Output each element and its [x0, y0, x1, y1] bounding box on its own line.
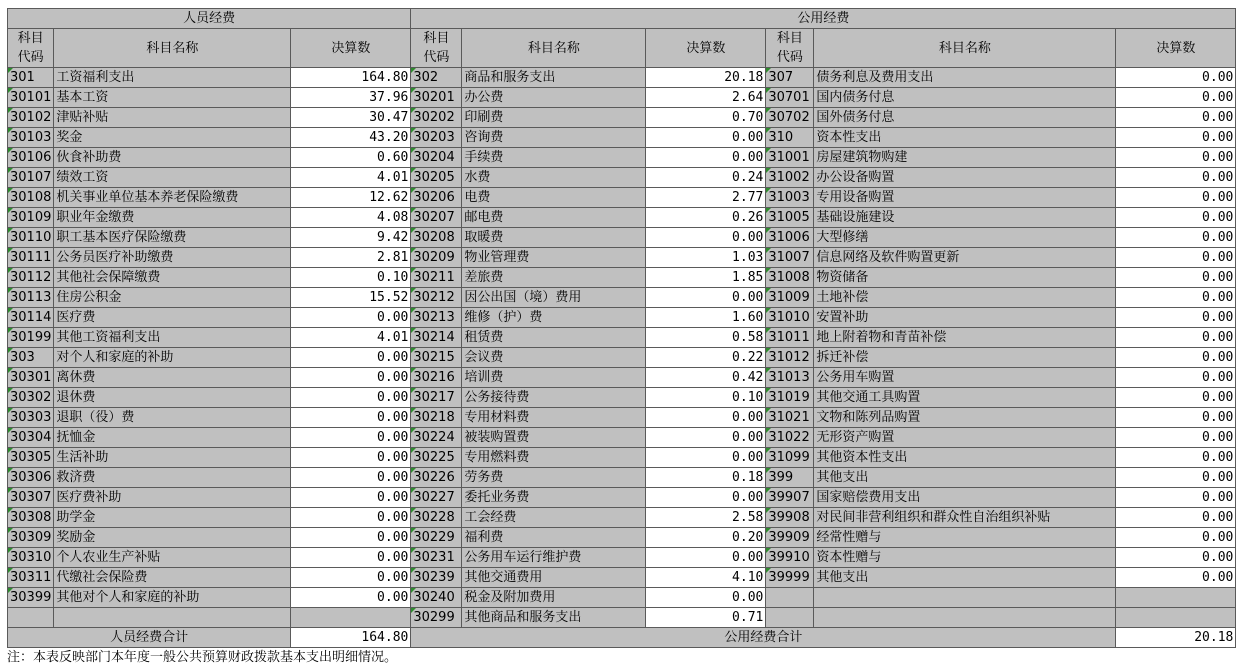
public-b-amount-cell: 0.00 [1116, 388, 1236, 408]
public-a-name-cell: 物业管理费 [462, 248, 646, 268]
personnel-name-cell: 其他对个人和家庭的补助 [54, 588, 291, 608]
table-row [8, 308, 1236, 328]
personnel-name-cell: 基本工资 [54, 88, 291, 108]
public-a-name-cell: 租赁费 [462, 328, 646, 348]
personnel-name-cell: 退职（役）费 [54, 408, 291, 428]
public-b-code-cell: 31006 [766, 228, 814, 248]
public-b-amount-cell: 0.00 [1116, 368, 1236, 388]
expenditure-table [7, 8, 1236, 648]
public-a-amount-cell: 0.42 [646, 368, 766, 388]
table-row [8, 168, 1236, 188]
public-a-name-cell: 税金及附加费用 [462, 588, 646, 608]
public-a-amount-cell: 0.00 [646, 408, 766, 428]
public-a-code-cell: 30205 [411, 168, 462, 188]
personnel-name-cell: 医疗费补助 [54, 488, 291, 508]
public-a-code-cell: 30206 [411, 188, 462, 208]
public-b-code-cell: 39910 [766, 548, 814, 568]
public-a-code-cell: 30203 [411, 128, 462, 148]
public-b-code-cell: 31099 [766, 448, 814, 468]
personnel-amount-cell: 0.00 [291, 308, 411, 328]
public-a-code-cell: 30240 [411, 588, 462, 608]
public-a-code-cell: 30229 [411, 528, 462, 548]
personnel-code-cell: 30109 [8, 208, 54, 228]
personnel-code-cell: 30112 [8, 268, 54, 288]
public-a-name-cell: 委托业务费 [462, 488, 646, 508]
public-b-amount-cell: 0.00 [1116, 408, 1236, 428]
public-b-amount-cell: 0.00 [1116, 488, 1236, 508]
personnel-name-cell: 公务员医疗补助缴费 [54, 248, 291, 268]
table-row [8, 488, 1236, 508]
public-a-code-cell: 302 [411, 68, 462, 88]
table-row [8, 248, 1236, 268]
table-row [8, 288, 1236, 308]
public-total-amount: 20.18 [1116, 628, 1236, 648]
public-b-name-cell: 房屋建筑物购建 [814, 148, 1116, 168]
public-a-code-cell: 30201 [411, 88, 462, 108]
name-header: 科目名称 [54, 29, 291, 68]
public-a-code-cell: 30227 [411, 488, 462, 508]
personnel-name-cell: 其他社会保障缴费 [54, 268, 291, 288]
public-b-name-cell: 债务利息及费用支出 [814, 68, 1116, 88]
public-a-name-cell: 商品和服务支出 [462, 68, 646, 88]
public-b-name-cell: 办公设备购置 [814, 168, 1116, 188]
personnel-amount-cell: 0.00 [291, 388, 411, 408]
public-b-name-cell: 国内债务付息 [814, 88, 1116, 108]
public-a-name-cell: 因公出国（境）费用 [462, 288, 646, 308]
personnel-header: 人员经费 [8, 9, 411, 29]
public-a-code-cell: 30214 [411, 328, 462, 348]
public-b-name-cell: 专用设备购置 [814, 188, 1116, 208]
public-total-label: 公用经费合计 [411, 628, 1116, 648]
personnel-code-cell: 30106 [8, 148, 54, 168]
public-a-code-cell: 30217 [411, 388, 462, 408]
public-b-name-cell: 物资储备 [814, 268, 1116, 288]
public-b-empty-cell [814, 588, 1116, 608]
public-b-name-cell: 其他支出 [814, 468, 1116, 488]
personnel-name-cell: 住房公积金 [54, 288, 291, 308]
public-a-amount-cell: 0.00 [646, 448, 766, 468]
public-b-amount-cell: 0.00 [1116, 328, 1236, 348]
public-a-name-cell: 取暖费 [462, 228, 646, 248]
name-header: 科目名称 [814, 29, 1116, 68]
table-row [8, 428, 1236, 448]
public-b-amount-cell: 0.00 [1116, 128, 1236, 148]
public-b-amount-cell: 0.00 [1116, 148, 1236, 168]
public-b-amount-cell: 0.00 [1116, 308, 1236, 328]
public-b-name-cell: 经常性赠与 [814, 528, 1116, 548]
personnel-code-cell: 30304 [8, 428, 54, 448]
personnel-code-cell: 30311 [8, 568, 54, 588]
public-b-code-cell: 31002 [766, 168, 814, 188]
public-a-name-cell: 会议费 [462, 348, 646, 368]
public-b-empty-cell [1116, 608, 1236, 628]
public-b-empty-cell [814, 608, 1116, 628]
amount-header: 决算数 [291, 29, 411, 68]
public-b-amount-cell: 0.00 [1116, 348, 1236, 368]
personnel-code-cell: 30111 [8, 248, 54, 268]
table-row [8, 128, 1236, 148]
public-a-name-cell: 电费 [462, 188, 646, 208]
table-row [8, 148, 1236, 168]
public-b-amount-cell: 0.00 [1116, 208, 1236, 228]
public-b-name-cell: 其他支出 [814, 568, 1116, 588]
public-a-code-cell: 30225 [411, 448, 462, 468]
public-b-code-cell: 39908 [766, 508, 814, 528]
table-row [8, 348, 1236, 368]
personnel-amount-cell: 0.00 [291, 528, 411, 548]
personnel-code-cell: 30114 [8, 308, 54, 328]
table-row [8, 268, 1236, 288]
amount-header: 决算数 [1116, 29, 1236, 68]
personnel-code-cell: 30305 [8, 448, 54, 468]
public-a-name-cell: 水费 [462, 168, 646, 188]
public-a-name-cell: 公务用车运行维护费 [462, 548, 646, 568]
name-header: 科目名称 [462, 29, 646, 68]
public-b-amount-cell: 0.00 [1116, 288, 1236, 308]
table-row [8, 588, 1236, 608]
public-a-amount-cell: 0.00 [646, 148, 766, 168]
table-row [8, 328, 1236, 348]
public-a-amount-cell: 4.10 [646, 568, 766, 588]
public-a-amount-cell: 2.58 [646, 508, 766, 528]
personnel-amount-cell: 0.10 [291, 268, 411, 288]
table-row [8, 388, 1236, 408]
public-b-code-cell: 30701 [766, 88, 814, 108]
public-a-code-cell: 30228 [411, 508, 462, 528]
amount-header: 决算数 [646, 29, 766, 68]
personnel-amount-cell: 30.47 [291, 108, 411, 128]
personnel-code-cell: 30308 [8, 508, 54, 528]
public-a-name-cell: 劳务费 [462, 468, 646, 488]
personnel-name-cell: 绩效工资 [54, 168, 291, 188]
public-b-amount-cell: 0.00 [1116, 568, 1236, 588]
personnel-code-cell: 30110 [8, 228, 54, 248]
public-a-amount-cell: 0.18 [646, 468, 766, 488]
public-a-code-cell: 30212 [411, 288, 462, 308]
personnel-amount-cell: 164.80 [291, 68, 411, 88]
public-a-name-cell: 维修（护）费 [462, 308, 646, 328]
personnel-name-cell: 代缴社会保险费 [54, 568, 291, 588]
public-b-code-cell: 39909 [766, 528, 814, 548]
public-b-name-cell: 对民间非营利组织和群众性自治组织补贴 [814, 508, 1116, 528]
personnel-name-cell: 职工基本医疗保险缴费 [54, 228, 291, 248]
personnel-name-cell: 奖金 [54, 128, 291, 148]
public-a-code-cell: 30218 [411, 408, 462, 428]
public-a-amount-cell: 0.00 [646, 428, 766, 448]
table-row [8, 208, 1236, 228]
personnel-name-cell: 抚恤金 [54, 428, 291, 448]
public-b-code-cell: 31009 [766, 288, 814, 308]
public-a-name-cell: 其他交通费用 [462, 568, 646, 588]
personnel-name-cell: 退休费 [54, 388, 291, 408]
public-b-amount-cell: 0.00 [1116, 528, 1236, 548]
personnel-name-cell: 工资福利支出 [54, 68, 291, 88]
public-a-amount-cell: 0.00 [646, 588, 766, 608]
public-a-amount-cell: 0.00 [646, 128, 766, 148]
public-b-name-cell: 资本性赠与 [814, 548, 1116, 568]
personnel-amount-cell: 4.01 [291, 168, 411, 188]
personnel-code-cell: 30310 [8, 548, 54, 568]
public-b-name-cell: 大型修缮 [814, 228, 1116, 248]
personnel-amount-cell: 0.00 [291, 428, 411, 448]
public-a-name-cell: 差旅费 [462, 268, 646, 288]
public-b-code-cell: 39999 [766, 568, 814, 588]
personnel-code-cell: 30303 [8, 408, 54, 428]
public-a-code-cell: 30239 [411, 568, 462, 588]
public-a-name-cell: 工会经费 [462, 508, 646, 528]
personnel-amount-cell: 0.00 [291, 368, 411, 388]
public-b-code-cell: 399 [766, 468, 814, 488]
public-a-amount-cell: 0.58 [646, 328, 766, 348]
personnel-total-amount: 164.80 [291, 628, 411, 648]
public-b-empty-cell [766, 588, 814, 608]
public-b-empty-cell [1116, 588, 1236, 608]
public-b-name-cell: 其他资本性支出 [814, 448, 1116, 468]
public-b-code-cell: 307 [766, 68, 814, 88]
personnel-amount-cell: 0.00 [291, 508, 411, 528]
public-a-amount-cell: 0.00 [646, 228, 766, 248]
public-b-name-cell: 无形资产购置 [814, 428, 1116, 448]
personnel-name-cell: 生活补助 [54, 448, 291, 468]
personnel-code-cell: 30107 [8, 168, 54, 188]
table-row [8, 528, 1236, 548]
public-a-name-cell: 邮电费 [462, 208, 646, 228]
public-a-code-cell: 30208 [411, 228, 462, 248]
public-b-amount-cell: 0.00 [1116, 188, 1236, 208]
public-b-amount-cell: 0.00 [1116, 428, 1236, 448]
public-b-name-cell: 信息网络及软件购置更新 [814, 248, 1116, 268]
public-a-code-cell: 30202 [411, 108, 462, 128]
table-row [8, 228, 1236, 248]
public-b-code-cell: 39907 [766, 488, 814, 508]
public-a-name-cell: 被装购置费 [462, 428, 646, 448]
personnel-code-cell: 30108 [8, 188, 54, 208]
public-b-name-cell: 资本性支出 [814, 128, 1116, 148]
table-row [8, 508, 1236, 528]
table-row [8, 548, 1236, 568]
table-row [8, 368, 1236, 388]
personnel-empty-cell [291, 608, 411, 628]
public-a-code-cell: 30204 [411, 148, 462, 168]
public-b-code-cell: 31007 [766, 248, 814, 268]
personnel-amount-cell: 9.42 [291, 228, 411, 248]
public-a-name-cell: 培训费 [462, 368, 646, 388]
public-b-amount-cell: 0.00 [1116, 508, 1236, 528]
public-a-code-cell: 30216 [411, 368, 462, 388]
personnel-code-cell: 30399 [8, 588, 54, 608]
public-a-amount-cell: 0.10 [646, 388, 766, 408]
public-b-name-cell: 国家赔偿费用支出 [814, 488, 1116, 508]
public-b-amount-cell: 0.00 [1116, 448, 1236, 468]
public-a-code-cell: 30215 [411, 348, 462, 368]
personnel-total-label: 人员经费合计 [8, 628, 291, 648]
personnel-amount-cell: 4.08 [291, 208, 411, 228]
public-a-code-cell: 30299 [411, 608, 462, 628]
personnel-name-cell: 个人农业生产补贴 [54, 548, 291, 568]
personnel-name-cell: 机关事业单位基本养老保险缴费 [54, 188, 291, 208]
public-b-name-cell: 土地补偿 [814, 288, 1116, 308]
public-b-code-cell: 31001 [766, 148, 814, 168]
personnel-code-cell: 30301 [8, 368, 54, 388]
public-b-code-cell: 31013 [766, 368, 814, 388]
public-b-name-cell: 拆迁补偿 [814, 348, 1116, 368]
personnel-code-cell: 303 [8, 348, 54, 368]
personnel-code-cell: 30103 [8, 128, 54, 148]
public-b-amount-cell: 0.00 [1116, 468, 1236, 488]
code-header: 科目 代码 [8, 29, 54, 68]
public-b-amount-cell: 0.00 [1116, 88, 1236, 108]
public-b-code-cell: 31019 [766, 388, 814, 408]
personnel-amount-cell: 0.00 [291, 348, 411, 368]
public-b-amount-cell: 0.00 [1116, 228, 1236, 248]
public-b-code-cell: 31021 [766, 408, 814, 428]
personnel-name-cell: 职业年金缴费 [54, 208, 291, 228]
table-row [8, 568, 1236, 588]
public-a-amount-cell: 0.00 [646, 488, 766, 508]
personnel-amount-cell: 0.00 [291, 588, 411, 608]
public-b-code-cell: 31003 [766, 188, 814, 208]
public-a-amount-cell: 0.00 [646, 288, 766, 308]
public-a-amount-cell: 1.03 [646, 248, 766, 268]
table-row [8, 448, 1236, 468]
personnel-code-cell: 30309 [8, 528, 54, 548]
public-b-code-cell: 31011 [766, 328, 814, 348]
personnel-code-cell: 30102 [8, 108, 54, 128]
public-b-code-cell: 31010 [766, 308, 814, 328]
public-b-name-cell: 基础设施建设 [814, 208, 1116, 228]
public-a-name-cell: 福利费 [462, 528, 646, 548]
personnel-amount-cell: 0.00 [291, 468, 411, 488]
public-b-code-cell: 31022 [766, 428, 814, 448]
public-b-name-cell: 其他交通工具购置 [814, 388, 1116, 408]
personnel-amount-cell: 0.00 [291, 488, 411, 508]
personnel-name-cell: 救济费 [54, 468, 291, 488]
personnel-code-cell: 30101 [8, 88, 54, 108]
public-a-amount-cell: 1.85 [646, 268, 766, 288]
personnel-name-cell: 伙食补助费 [54, 148, 291, 168]
public-a-name-cell: 专用燃料费 [462, 448, 646, 468]
public-a-name-cell: 手续费 [462, 148, 646, 168]
public-a-amount-cell: 2.77 [646, 188, 766, 208]
public-a-name-cell: 专用材料费 [462, 408, 646, 428]
personnel-code-cell: 30306 [8, 468, 54, 488]
table-row [8, 188, 1236, 208]
public-a-code-cell: 30207 [411, 208, 462, 228]
public-b-name-cell: 安置补助 [814, 308, 1116, 328]
public-a-amount-cell: 0.26 [646, 208, 766, 228]
personnel-code-cell: 30199 [8, 328, 54, 348]
personnel-name-cell: 医疗费 [54, 308, 291, 328]
personnel-name-cell: 津贴补贴 [54, 108, 291, 128]
personnel-amount-cell: 0.60 [291, 148, 411, 168]
personnel-code-cell: 301 [8, 68, 54, 88]
public-a-code-cell: 30209 [411, 248, 462, 268]
public-a-amount-cell: 0.00 [646, 548, 766, 568]
personnel-name-cell: 对个人和家庭的补助 [54, 348, 291, 368]
public-a-name-cell: 其他商品和服务支出 [462, 608, 646, 628]
public-b-amount-cell: 0.00 [1116, 108, 1236, 128]
personnel-amount-cell: 4.01 [291, 328, 411, 348]
personnel-amount-cell: 0.00 [291, 568, 411, 588]
personnel-empty-cell [8, 608, 54, 628]
public-a-amount-cell: 0.22 [646, 348, 766, 368]
personnel-amount-cell: 15.52 [291, 288, 411, 308]
public-a-name-cell: 办公费 [462, 88, 646, 108]
public-b-code-cell: 31012 [766, 348, 814, 368]
personnel-name-cell: 离休费 [54, 368, 291, 388]
totals-row [8, 628, 1236, 648]
table-row [8, 408, 1236, 428]
public-a-amount-cell: 0.20 [646, 528, 766, 548]
public-b-code-cell: 30702 [766, 108, 814, 128]
personnel-amount-cell: 2.81 [291, 248, 411, 268]
public-b-amount-cell: 0.00 [1116, 168, 1236, 188]
personnel-amount-cell: 12.62 [291, 188, 411, 208]
public-a-code-cell: 30224 [411, 428, 462, 448]
public-b-amount-cell: 0.00 [1116, 548, 1236, 568]
personnel-amount-cell: 37.96 [291, 88, 411, 108]
table-row [8, 608, 1236, 628]
public-b-code-cell: 31008 [766, 268, 814, 288]
table-row [8, 108, 1236, 128]
public-b-name-cell: 地上附着物和青苗补偿 [814, 328, 1116, 348]
code-header: 科目 代码 [766, 29, 814, 68]
public-a-code-cell: 30213 [411, 308, 462, 328]
public-a-amount-cell: 2.64 [646, 88, 766, 108]
personnel-name-cell: 奖励金 [54, 528, 291, 548]
public-b-amount-cell: 0.00 [1116, 248, 1236, 268]
public-a-amount-cell: 0.71 [646, 608, 766, 628]
table-row [8, 468, 1236, 488]
public-a-name-cell: 公务接待费 [462, 388, 646, 408]
public-b-amount-cell: 0.00 [1116, 268, 1236, 288]
personnel-amount-cell: 0.00 [291, 548, 411, 568]
public-a-name-cell: 印刷费 [462, 108, 646, 128]
public-b-name-cell: 文物和陈列品购置 [814, 408, 1116, 428]
footnote: 注：本表反映部门本年度一般公共预算财政拨款基本支出明细情况。 [7, 650, 398, 665]
personnel-amount-cell: 0.00 [291, 448, 411, 468]
personnel-name-cell: 助学金 [54, 508, 291, 528]
code-header: 科目 代码 [411, 29, 462, 68]
public-b-code-cell: 31005 [766, 208, 814, 228]
public-a-amount-cell: 20.18 [646, 68, 766, 88]
table-row [8, 68, 1236, 88]
public-a-code-cell: 30211 [411, 268, 462, 288]
personnel-amount-cell: 0.00 [291, 408, 411, 428]
public-b-code-cell: 310 [766, 128, 814, 148]
public-a-code-cell: 30226 [411, 468, 462, 488]
table-row [8, 88, 1236, 108]
public-b-name-cell: 公务用车购置 [814, 368, 1116, 388]
public-a-amount-cell: 0.70 [646, 108, 766, 128]
personnel-code-cell: 30113 [8, 288, 54, 308]
public-header: 公用经费 [411, 9, 1236, 29]
public-b-amount-cell: 0.00 [1116, 68, 1236, 88]
public-b-name-cell: 国外债务付息 [814, 108, 1116, 128]
public-a-amount-cell: 1.60 [646, 308, 766, 328]
public-b-empty-cell [766, 608, 814, 628]
personnel-empty-cell [54, 608, 291, 628]
public-a-code-cell: 30231 [411, 548, 462, 568]
personnel-amount-cell: 43.20 [291, 128, 411, 148]
personnel-name-cell: 其他工资福利支出 [54, 328, 291, 348]
personnel-code-cell: 30307 [8, 488, 54, 508]
public-a-amount-cell: 0.24 [646, 168, 766, 188]
public-a-name-cell: 咨询费 [462, 128, 646, 148]
personnel-code-cell: 30302 [8, 388, 54, 408]
